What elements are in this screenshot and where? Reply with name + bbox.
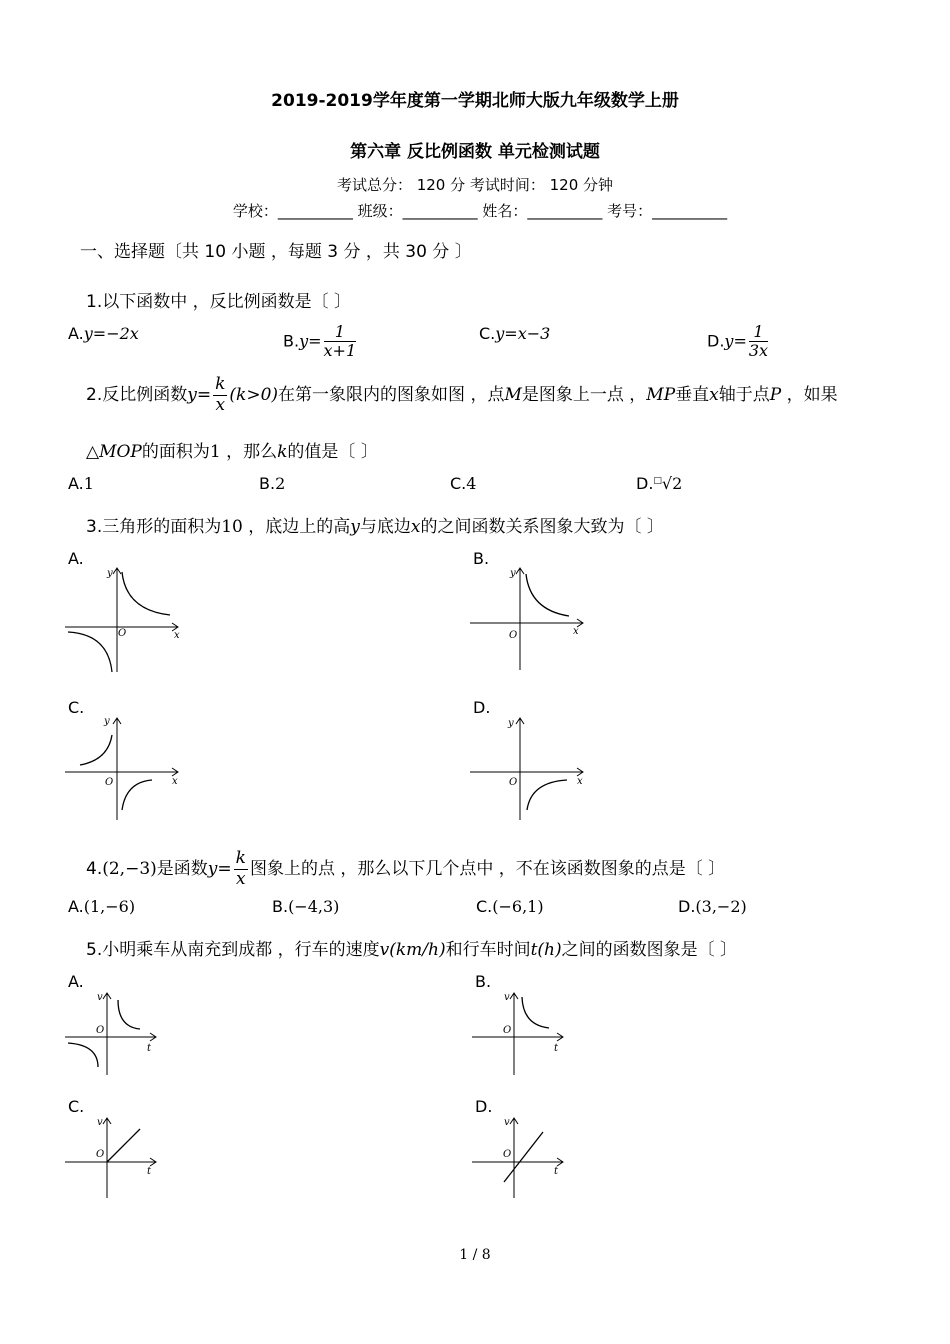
svg-text:x: x <box>174 630 180 641</box>
svg-text:t: t <box>554 1166 559 1177</box>
svg-text:t: t <box>554 1043 559 1054</box>
svg-text:y: y <box>508 718 514 729</box>
q3-option-b-label: B. <box>473 549 490 568</box>
svg-text:v: v <box>504 992 510 1003</box>
q4-option-c: C.(−6,1) <box>476 897 544 916</box>
q4-option-d: D.(3,−2) <box>678 897 747 916</box>
q5-graph-a <box>60 985 170 1080</box>
svg-text:O: O <box>509 777 518 788</box>
q3-graph-b <box>465 560 595 680</box>
svg-text:x: x <box>577 776 583 787</box>
q1-option-b: B.y= $\frac{1}{x+1}$ <box>283 322 357 361</box>
svg-text:x: x <box>573 626 579 637</box>
svg-text:O: O <box>96 1149 105 1160</box>
svg-text:x: x <box>172 776 178 787</box>
question-1-stem: 1.以下函数中 ，反比例函数是〔 〕 <box>86 292 352 312</box>
page-title: 2019-2019学年度第一学期北师大版九年级数学上册 <box>271 91 679 111</box>
q3-option-c-label: C. <box>68 698 85 717</box>
q3-option-d-label: D. <box>473 698 491 717</box>
svg-text:y: y <box>510 568 516 579</box>
q1-option-c: C.y=x−3 <box>479 324 551 343</box>
q5-graph-c <box>60 1110 170 1205</box>
svg-text:O: O <box>105 777 114 788</box>
question-2-stem-line1: 2.反比例函数y= $\frac{k}{x}$ (k>0)在第一象限内的图象如图 ，点M是图象上一点 ，MP垂直x轴于点P ，如果 <box>86 374 838 415</box>
svg-text:O: O <box>503 1149 512 1160</box>
svg-text:t: t <box>147 1166 152 1177</box>
svg-text:v: v <box>97 992 103 1003</box>
q5-option-a-label: A. <box>68 972 84 991</box>
svg-text:t: t <box>147 1043 152 1054</box>
section-heading: 一、选择题〔共 10 小题 ，每题 3 分 ，共 30 分 〕 <box>80 242 472 262</box>
q5-option-b-label: B. <box>475 972 492 991</box>
q3-option-a-label: A. <box>68 549 84 568</box>
svg-text:O: O <box>503 1025 512 1036</box>
q3-graph-a <box>60 560 190 680</box>
svg-text:O: O <box>509 630 518 641</box>
q5-graph-b <box>467 985 577 1080</box>
q3-graph-c <box>60 710 190 825</box>
q3-graph-d <box>465 710 595 825</box>
q4-option-a: A.(1,−6) <box>68 897 136 916</box>
q2-option-a: A.1 <box>68 474 94 493</box>
q2-option-c: C.4 <box>450 474 477 493</box>
svg-text:O: O <box>118 628 127 639</box>
question-4-stem: 4.(2,−3)是函数y= $\frac{k}{x}$ 图象上的点 ，那么以下几个点中 ，不在该函数图象的点是〔 〕 <box>86 848 726 889</box>
q2-option-d: D.□√2 <box>636 474 683 493</box>
q5-option-d-label: D. <box>475 1097 493 1116</box>
svg-text:v: v <box>504 1117 510 1128</box>
svg-text:v: v <box>97 1117 103 1128</box>
chapter-title: 第六章 反比例函数 单元检测试题 <box>350 142 600 162</box>
student-fields: 学校：__________ 班级：__________ 姓名：__________ 考号：__________ <box>232 202 728 220</box>
q1-option-a: A.y=−2x <box>68 324 139 343</box>
svg-text:O: O <box>96 1025 105 1036</box>
question-3-stem: 3.三角形的面积为10 ，底边上的高y与底边x的之间函数关系图象大致为〔 〕 <box>86 517 664 537</box>
q2-option-b: B.2 <box>259 474 286 493</box>
svg-text:y: y <box>107 568 113 579</box>
svg-text:y: y <box>104 716 110 727</box>
q1-option-d: D.y= $\frac{1}{3x}$ <box>707 322 769 361</box>
question-2-stem-line2: △MOP的面积为1 ，那么k的值是〔 〕 <box>86 442 378 462</box>
exam-info: 考试总分： 120 分 考试时间： 120 分钟 <box>336 176 614 194</box>
q5-option-c-label: C. <box>68 1097 85 1116</box>
page-number: 1 / 8 <box>459 1247 491 1263</box>
q5-graph-d <box>467 1110 577 1205</box>
question-5-stem: 5.小明乘车从南充到成都 ，行车的速度v(km/h)和行车时间t(h)之间的函数图象是〔 〕 <box>86 940 738 960</box>
q4-option-b: B.(−4,3) <box>272 897 340 916</box>
